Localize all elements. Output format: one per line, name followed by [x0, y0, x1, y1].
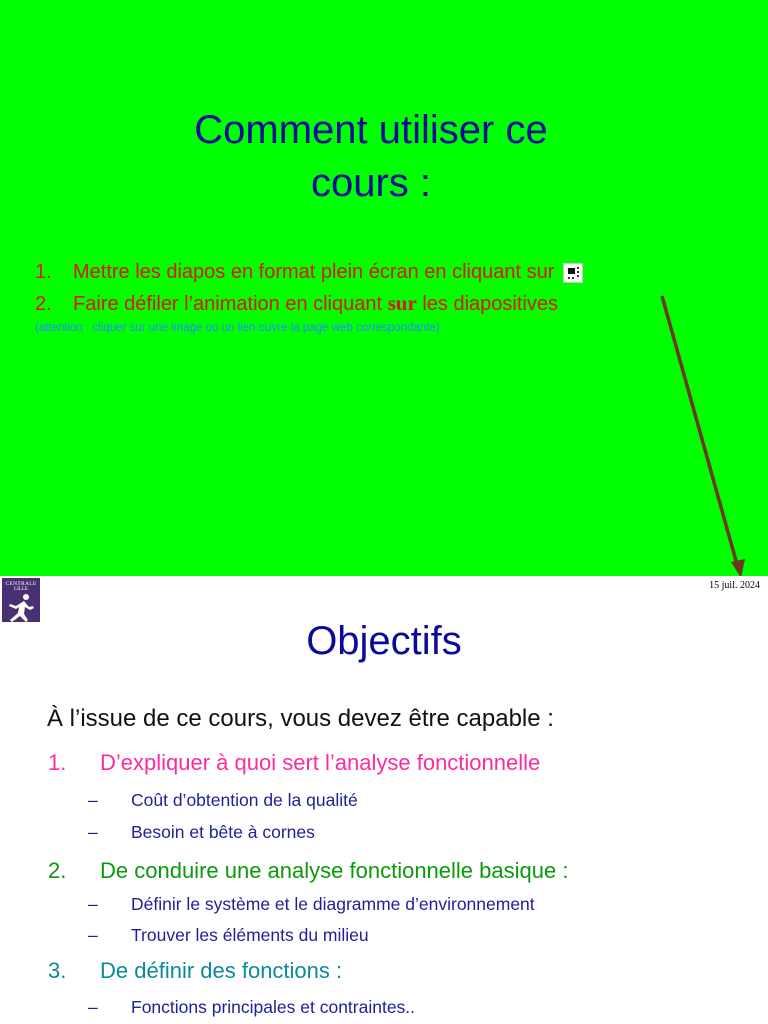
subitem-text: Fonctions principales et contraintes.. [131, 997, 416, 1017]
logo-text-line2: LILLE [14, 587, 28, 592]
objectives-intro: À l’issue de ce cours, vous devez être capable : [47, 705, 554, 732]
slide1-title-line1: Comment utiliser ce [194, 108, 548, 152]
dash: – [88, 894, 98, 914]
subitem-text: Trouver les éléments du milieu [131, 925, 369, 945]
dash: – [88, 925, 98, 945]
objective-item-2 [48, 858, 568, 884]
slide2-title: Objectifs [306, 619, 462, 663]
objective-item-3 [48, 958, 342, 984]
step-number: 2. [35, 292, 52, 315]
subitem-text: Définir le système et le diagramme d’environnement [131, 894, 535, 914]
step-text-bold: sur [387, 291, 417, 315]
instruction-step-1 [35, 257, 583, 288]
subitem-text: Coût d’obtention de la qualité [131, 790, 358, 810]
attention-note: (attention : cliquer sur une image ou un lien ouvre la page web correspondante) [35, 322, 440, 334]
slide-objectives[interactable] [0, 576, 768, 1024]
dash: – [88, 997, 98, 1017]
objective-subitem [88, 997, 415, 1018]
subitem-text: Besoin et bête à cornes [131, 822, 315, 842]
objective-text: De définir des fonctions : [100, 958, 343, 983]
logo-text-line1: CENTRALE [5, 581, 37, 587]
objective-number: 1. [48, 750, 67, 775]
step-number: 1. [35, 261, 52, 283]
objective-number: 3. [48, 958, 67, 983]
objective-text: D’expliquer à quoi sert l’analyse fonctionnelle [100, 750, 541, 775]
objective-item-1 [48, 750, 540, 776]
dash: – [88, 822, 98, 842]
objective-subitem [88, 822, 315, 843]
instruction-step-2 [35, 288, 583, 320]
objective-text: De conduire une analyse fonctionnelle basique : [100, 858, 569, 883]
step-text [73, 288, 558, 320]
slide-date: 15 juil. 2024 [709, 580, 760, 591]
dash: – [88, 790, 98, 810]
objective-number: 2. [48, 858, 67, 883]
objective-subitem [88, 790, 358, 811]
objective-subitem [88, 925, 369, 946]
step-text-after: les diapositives [416, 293, 558, 315]
fullscreen-icon[interactable] [563, 263, 583, 283]
objective-subitem [88, 894, 535, 915]
step-text: Mettre les diapos en format plein écran en cliquant sur [73, 261, 555, 283]
step-text-before: Faire défiler l’animation en cliquant [73, 293, 388, 315]
slide1-title-line2: cours : [310, 161, 432, 205]
slide1-title [0, 104, 742, 210]
instruction-list [35, 257, 583, 320]
